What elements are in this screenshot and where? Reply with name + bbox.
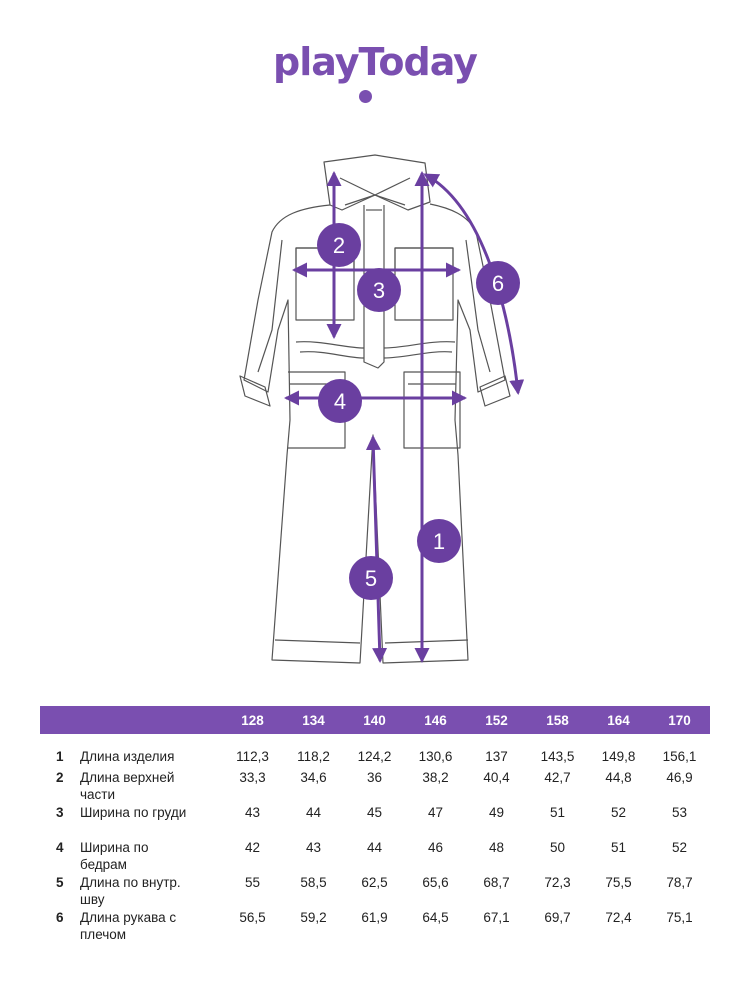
table-cell: 67,1 (483, 910, 510, 925)
table-cell: 47 (427, 805, 444, 820)
measure-badge-3-label: 3 (372, 278, 386, 303)
row-name-line: плечом (80, 927, 127, 942)
size-header: 146 (424, 712, 447, 728)
row-name-line: Длина по внутр. (80, 875, 181, 890)
row-name (80, 734, 222, 769)
table-cell: 137 (485, 749, 508, 764)
table-cell: 46 (427, 840, 444, 855)
table-cell: 68,7 (483, 875, 510, 890)
table-cell: 58,5 (300, 875, 327, 890)
table-cell: 43 (244, 805, 261, 820)
measure-badge-4 (318, 379, 362, 423)
table-cell: 75,5 (605, 875, 632, 890)
measure-badge-5-label: 5 (364, 566, 378, 591)
measure-line-5 (373, 438, 380, 660)
row-name-line: Длина рукава с (80, 910, 177, 925)
table-cell: 33,3 (239, 770, 266, 785)
row-number: 5 (56, 875, 64, 890)
table-cell: 46,9 (666, 770, 693, 785)
table-cell: 55 (244, 875, 261, 890)
table-cell: 44 (366, 840, 383, 855)
table-row (40, 839, 710, 874)
row-name (80, 839, 222, 874)
table-row (40, 769, 710, 804)
table-cell: 42 (244, 840, 261, 855)
size-header: 164 (607, 712, 630, 728)
size-header: 134 (302, 712, 325, 728)
table-cell: 65,6 (422, 875, 449, 890)
table-cell: 45 (366, 805, 383, 820)
measure-badges (317, 223, 520, 600)
table-cell: 42,7 (544, 770, 571, 785)
size-table (40, 706, 710, 944)
table-row (40, 874, 710, 909)
table-row (40, 734, 710, 769)
table-cell: 52 (610, 805, 627, 820)
table-cell: 75,1 (666, 910, 693, 925)
measure-badge-4-label: 4 (333, 389, 347, 414)
table-cell: 52 (671, 840, 688, 855)
table-cell: 62,5 (361, 875, 388, 890)
table-cell: 61,9 (361, 910, 388, 925)
row-number: 3 (56, 805, 64, 820)
measure-badge-6 (476, 261, 520, 305)
row-number: 2 (56, 770, 64, 785)
table-cell: 69,7 (544, 910, 571, 925)
row-number: 1 (56, 749, 64, 764)
table-cell: 56,5 (239, 910, 266, 925)
table-cell: 53 (671, 805, 688, 820)
table-cell: 51 (549, 805, 566, 820)
table-cell: 48 (488, 840, 505, 855)
row-name-line: бедрам (80, 857, 127, 872)
size-table-body (40, 734, 710, 944)
row-name-line: Ширина по (80, 840, 149, 855)
row-name-line: части (80, 787, 116, 802)
table-cell: 59,2 (300, 910, 327, 925)
measure-badge-1-label: 1 (432, 529, 446, 554)
row-name (80, 909, 222, 944)
measure-badge-3 (357, 268, 401, 312)
measure-badge-1 (417, 519, 461, 563)
table-cell: 40,4 (483, 770, 510, 785)
measure-badge-6-label: 6 (491, 271, 505, 296)
row-name-line: шву (80, 892, 105, 907)
table-cell: 72,3 (544, 875, 571, 890)
table-cell: 51 (610, 840, 627, 855)
table-cell: 124,2 (357, 749, 392, 764)
table-cell: 78,7 (666, 875, 693, 890)
table-cell: 49 (488, 805, 505, 820)
row-name (80, 804, 222, 839)
table-cell: 44 (305, 805, 322, 820)
table-cell: 72,4 (605, 910, 632, 925)
size-header: 158 (546, 712, 569, 728)
size-header: 140 (363, 712, 386, 728)
table-cell: 149,8 (601, 749, 636, 764)
row-name-line: Ширина по груди (80, 805, 187, 820)
size-header: 170 (668, 712, 691, 728)
table-cell: 36 (366, 770, 383, 785)
table-cell: 118,2 (297, 749, 330, 764)
size-header: 128 (241, 712, 264, 728)
size-header: 152 (485, 712, 508, 728)
table-cell: 112,3 (236, 749, 269, 764)
row-number: 4 (56, 840, 64, 855)
brand-logo: playToday (273, 40, 477, 84)
row-number: 6 (56, 910, 64, 925)
measure-badge-5 (349, 556, 393, 600)
table-cell: 44,8 (605, 770, 632, 785)
table-cell: 38,2 (422, 770, 449, 785)
table-row (40, 909, 710, 944)
row-name (80, 769, 222, 804)
row-name (80, 874, 222, 909)
table-cell: 130,6 (418, 749, 453, 764)
row-name-line: Длина изделия (80, 749, 175, 764)
table-cell: 143,5 (540, 749, 575, 764)
row-name-line: Длина верхней (80, 770, 175, 785)
table-cell: 34,6 (300, 770, 327, 785)
table-cell: 43 (305, 840, 322, 855)
table-cell: 156,1 (662, 749, 697, 764)
measure-badge-2 (317, 223, 361, 267)
table-row (40, 804, 710, 839)
size-header-row (40, 706, 710, 734)
table-cell: 50 (549, 840, 566, 855)
table-cell: 64,5 (422, 910, 449, 925)
measure-badge-2-label: 2 (332, 233, 346, 258)
